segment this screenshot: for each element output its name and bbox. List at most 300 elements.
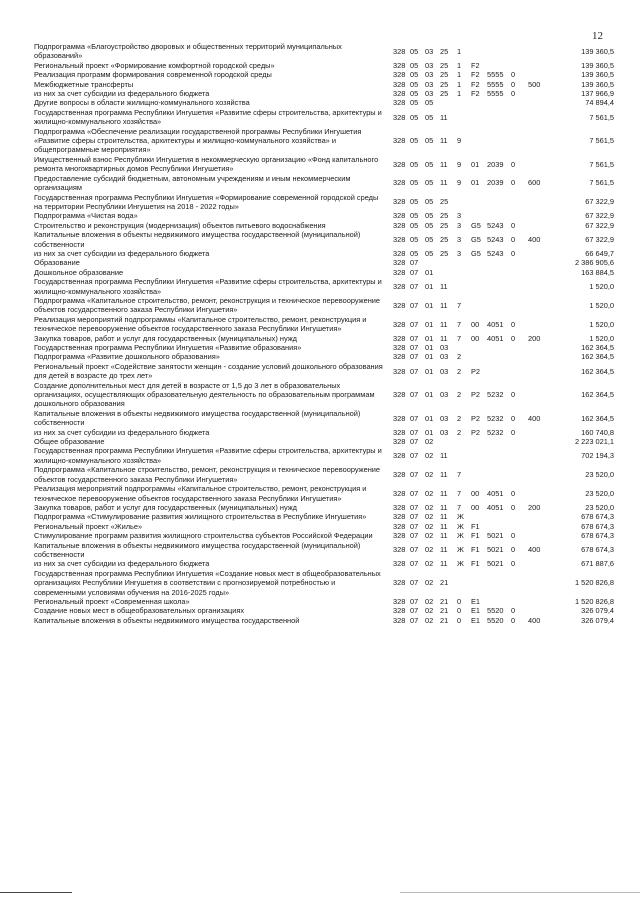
row-code: 07 bbox=[410, 615, 419, 625]
table-row bbox=[0, 249, 640, 258]
row-code: 07 bbox=[410, 488, 419, 498]
row-code: 25 bbox=[440, 197, 449, 207]
row-code: 0 bbox=[511, 531, 516, 541]
row-code: 07 bbox=[410, 531, 419, 541]
row-code: 11 bbox=[440, 512, 448, 522]
row-code: 02 bbox=[425, 470, 434, 480]
row-code: P2 bbox=[471, 413, 481, 423]
row-amount: 7 561,5 bbox=[589, 135, 614, 145]
row-amount: 67 322,9 bbox=[585, 211, 614, 221]
row-amount: 162 364,5 bbox=[581, 389, 614, 399]
row-code: 07 bbox=[410, 343, 419, 352]
row-code: 00 bbox=[471, 502, 480, 512]
row-code: 5021 bbox=[487, 531, 504, 541]
row-code: 3 bbox=[457, 248, 462, 258]
row-name: Капитальные вложения в объекты недвижимого имущества государственной (муниципальной) собственности bbox=[34, 230, 361, 249]
row-name: Капитальные вложения в объекты недвижимого имущества государственной (муниципальной) собственности bbox=[34, 408, 361, 428]
row-code: 03 bbox=[440, 413, 449, 423]
row-amount: 163 884,5 bbox=[581, 267, 614, 277]
row-code: 07 bbox=[410, 559, 419, 569]
row-code: 7 bbox=[457, 300, 462, 310]
table-row bbox=[0, 42, 640, 61]
row-code: 11 bbox=[440, 470, 448, 480]
row-name: из них за счет субсидии из федерального бюджета bbox=[34, 248, 210, 258]
row-code: 25 bbox=[440, 248, 449, 258]
row-code: 328 bbox=[393, 135, 406, 145]
row-amount: 1 520 826,8 bbox=[574, 596, 614, 606]
row-name: Подпрограмма «Капитальное строительство, ремонт, реконструкция и техническое перевооружение объектов государственного заказа Республики Ингушетия» bbox=[34, 295, 381, 315]
row-code: G5 bbox=[471, 248, 481, 258]
row-code: 01 bbox=[425, 343, 434, 352]
row-amount: 678 674,3 bbox=[581, 512, 614, 522]
row-code: 21 bbox=[440, 615, 449, 625]
row-name: Государственная программа Республики Ингушетия «Развитие сферы строительства, архитектуры и жилищно-коммунального хозяйства» bbox=[34, 446, 382, 465]
row-code: 05 bbox=[410, 220, 419, 230]
row-code: 4051 bbox=[487, 319, 504, 329]
table-row bbox=[0, 446, 640, 465]
row-code: 5243 bbox=[487, 234, 504, 244]
row-code: 11 bbox=[440, 559, 448, 569]
row-code: 328 bbox=[393, 531, 406, 541]
row-code: 02 bbox=[425, 606, 434, 616]
row-code: 328 bbox=[393, 70, 406, 80]
row-name: Общее образование bbox=[34, 437, 105, 447]
row-amount: 67 322,9 bbox=[585, 197, 614, 207]
row-amount: 23 520,0 bbox=[585, 502, 614, 512]
row-code: 200 bbox=[528, 502, 541, 512]
row-name: Государственная программа Республики Ингушетия «Формирование современной городской среды на территории Республики Ингушетия на 2018 - 2022 годы» bbox=[34, 192, 379, 211]
row-amount: 74 894,4 bbox=[585, 98, 614, 108]
row-code: 05 bbox=[425, 178, 434, 188]
row-code: 5555 bbox=[487, 79, 504, 89]
row-code: 11 bbox=[440, 135, 448, 145]
row-code: 03 bbox=[440, 352, 449, 362]
table-row bbox=[0, 155, 640, 174]
row-code: 02 bbox=[425, 545, 434, 555]
row-code: 0 bbox=[511, 89, 516, 99]
row-code: 328 bbox=[393, 389, 406, 399]
row-code: 3 bbox=[457, 220, 462, 230]
row-name: Имущественный взнос Республики Ингушетия в некоммерческую организацию «Фонд капитального ремонта многоквартирных домов Республики Ингушетия» bbox=[34, 154, 379, 174]
row-code: E1 bbox=[471, 615, 481, 625]
row-amount: 7 561,5 bbox=[589, 112, 614, 122]
row-code: 328 bbox=[393, 79, 406, 89]
row-code: 11 bbox=[440, 521, 448, 531]
row-code: 01 bbox=[425, 300, 434, 310]
row-code: F1 bbox=[471, 559, 480, 569]
row-code: 9 bbox=[457, 135, 462, 145]
row-code: 07 bbox=[410, 451, 419, 461]
row-code: 07 bbox=[410, 333, 419, 343]
row-code: 05 bbox=[425, 159, 434, 169]
row-amount: 671 887,6 bbox=[581, 559, 614, 569]
row-code: 01 bbox=[425, 389, 434, 399]
row-code: 03 bbox=[440, 389, 449, 399]
row-name: Образование bbox=[34, 258, 80, 268]
table-row bbox=[0, 127, 640, 155]
row-code: 07 bbox=[410, 545, 419, 555]
row-amount: 7 561,5 bbox=[589, 178, 614, 188]
table-row bbox=[0, 334, 640, 343]
row-code: 2 bbox=[457, 389, 462, 399]
table-row bbox=[0, 221, 640, 230]
row-code: 11 bbox=[440, 159, 448, 169]
row-code: 03 bbox=[440, 427, 449, 437]
row-code: 5021 bbox=[487, 545, 504, 555]
row-code: 328 bbox=[393, 197, 406, 207]
row-code: 5555 bbox=[487, 70, 504, 80]
row-code: 07 bbox=[410, 258, 419, 268]
row-code: 05 bbox=[410, 248, 419, 258]
row-amount: 162 364,5 bbox=[581, 413, 614, 423]
row-code: 5232 bbox=[487, 389, 504, 399]
row-code: 7 bbox=[457, 319, 462, 329]
row-code: 2 bbox=[457, 427, 462, 437]
row-code: 02 bbox=[425, 512, 434, 522]
row-code: 7 bbox=[457, 333, 462, 343]
row-code: 03 bbox=[425, 70, 434, 80]
row-code: E1 bbox=[471, 606, 481, 616]
table-row bbox=[0, 230, 640, 249]
row-code: 01 bbox=[471, 159, 480, 169]
row-code: 328 bbox=[393, 451, 406, 461]
row-code: F1 bbox=[471, 531, 480, 541]
row-code: 05 bbox=[425, 112, 434, 122]
row-code: 11 bbox=[440, 281, 448, 291]
row-name: Предоставление субсидий бюджетным, автономным учреждениям и иным некоммерческим организациям bbox=[34, 173, 351, 193]
row-code: 0 bbox=[511, 488, 516, 498]
row-code: 05 bbox=[425, 248, 434, 258]
row-code: 05 bbox=[410, 60, 419, 70]
table-row bbox=[0, 296, 640, 315]
table-row bbox=[0, 362, 640, 381]
row-code: 05 bbox=[410, 112, 419, 122]
row-code: 25 bbox=[440, 70, 449, 80]
row-code: 200 bbox=[528, 333, 541, 343]
row-code: 25 bbox=[440, 89, 449, 99]
row-code: 5232 bbox=[487, 427, 504, 437]
row-code: 7 bbox=[457, 488, 462, 498]
row-amount: 67 322,9 bbox=[585, 220, 614, 230]
row-code: 328 bbox=[393, 521, 406, 531]
row-code: 05 bbox=[410, 211, 419, 221]
row-amount: 139 360,5 bbox=[581, 79, 614, 89]
table-row bbox=[0, 315, 640, 334]
table-row bbox=[0, 541, 640, 560]
row-code: 0 bbox=[511, 502, 516, 512]
row-code: 0 bbox=[511, 389, 516, 399]
row-code: 25 bbox=[440, 79, 449, 89]
row-code: 4051 bbox=[487, 333, 504, 343]
row-name: Государственная программа Республики Ингушетия «Развитие сферы строительства, архитектуры и жилищно-коммунального хозяйства» bbox=[34, 277, 382, 296]
row-code: 01 bbox=[425, 413, 434, 423]
row-code: 5243 bbox=[487, 220, 504, 230]
row-code: 1 bbox=[457, 46, 462, 56]
table-row bbox=[0, 437, 640, 446]
row-code: 07 bbox=[410, 319, 419, 329]
row-code: 328 bbox=[393, 343, 406, 352]
row-code: Ж bbox=[457, 521, 464, 531]
row-code: 600 bbox=[528, 178, 541, 188]
row-code: 01 bbox=[425, 319, 434, 329]
row-code: P2 bbox=[471, 366, 481, 376]
row-code: 01 bbox=[425, 281, 434, 291]
row-code: 0 bbox=[511, 159, 516, 169]
budget-table bbox=[0, 42, 640, 625]
row-code: F1 bbox=[471, 545, 480, 555]
row-name: Региональный проект «Содействие занятости женщин - создание условий дошкольного образования для детей в возрасте до трех лет» bbox=[34, 361, 383, 381]
row-code: 328 bbox=[393, 60, 406, 70]
row-code: E1 bbox=[471, 596, 481, 606]
row-amount: 160 740,8 bbox=[581, 427, 614, 437]
row-name: Другие вопросы в области жилищно-коммунального хозяйства bbox=[34, 98, 250, 108]
row-code: 0 bbox=[511, 606, 516, 616]
row-amount: 162 364,5 bbox=[581, 352, 614, 362]
row-code: 2039 bbox=[487, 178, 504, 188]
row-code: 328 bbox=[393, 159, 406, 169]
row-code: 400 bbox=[528, 615, 541, 625]
row-code: 02 bbox=[425, 451, 434, 461]
row-code: 25 bbox=[440, 234, 449, 244]
row-code: 05 bbox=[410, 70, 419, 80]
row-name: Подпрограмма «Стимулирование развития жилищного строительства в Республике Ингушетия» bbox=[34, 512, 367, 522]
row-code: F1 bbox=[471, 521, 480, 531]
row-code: 07 bbox=[410, 389, 419, 399]
row-code: 328 bbox=[393, 512, 406, 522]
table-row bbox=[0, 258, 640, 267]
row-code: 07 bbox=[410, 427, 419, 437]
row-code: 5520 bbox=[487, 606, 504, 616]
row-code: 328 bbox=[393, 300, 406, 310]
row-amount: 139 360,5 bbox=[581, 70, 614, 80]
row-code: 02 bbox=[425, 437, 434, 447]
row-code: 328 bbox=[393, 366, 406, 376]
row-code: 328 bbox=[393, 333, 406, 343]
row-code: 9 bbox=[457, 178, 462, 188]
row-code: 05 bbox=[410, 46, 419, 56]
row-code: 0 bbox=[511, 559, 516, 569]
row-code: 00 bbox=[471, 488, 480, 498]
row-name: Межбюджетные трансферты bbox=[34, 79, 134, 89]
row-code: G5 bbox=[471, 220, 481, 230]
row-code: 02 bbox=[425, 521, 434, 531]
row-code: 07 bbox=[410, 267, 419, 277]
row-code: 05 bbox=[410, 89, 419, 99]
row-code: 0 bbox=[511, 79, 516, 89]
row-code: P2 bbox=[471, 427, 481, 437]
table-row bbox=[0, 531, 640, 540]
row-code: 7 bbox=[457, 502, 462, 512]
row-code: Ж bbox=[457, 512, 464, 522]
row-code: 0 bbox=[511, 333, 516, 343]
row-code: 21 bbox=[440, 596, 449, 606]
table-row bbox=[0, 80, 640, 89]
row-name: Стимулирование программ развития жилищного строительства субъектов Российской Федерации bbox=[34, 531, 373, 541]
row-code: 328 bbox=[393, 319, 406, 329]
row-amount: 23 520,0 bbox=[585, 470, 614, 480]
row-code: 5232 bbox=[487, 413, 504, 423]
row-amount: 2 386 905,6 bbox=[574, 258, 614, 268]
row-code: 05 bbox=[410, 135, 419, 145]
row-code: 11 bbox=[440, 531, 448, 541]
table-row bbox=[0, 597, 640, 606]
row-name: Реализация мероприятий подпрограммы «Капитальное строительство, ремонт, реконструкция и техническое перевооружение объектов государственного заказа Республики Ингушетия» bbox=[34, 314, 367, 334]
row-name: Создание новых мест в общеобразовательных организациях bbox=[34, 606, 245, 616]
row-name: Закупка товаров, работ и услуг для государственных (муниципальных) нужд bbox=[34, 502, 297, 512]
footer-rule-right bbox=[400, 892, 640, 893]
row-name: Реализация программ формирования современной городской среды bbox=[34, 70, 272, 80]
row-code: 07 bbox=[410, 521, 419, 531]
row-code: 03 bbox=[425, 79, 434, 89]
row-code: 328 bbox=[393, 502, 406, 512]
row-name: Строительство и реконструкция (модернизация) объектов питьевого водоснабжения bbox=[34, 220, 326, 230]
row-code: F2 bbox=[471, 79, 480, 89]
table-row bbox=[0, 352, 640, 361]
row-code: F2 bbox=[471, 89, 480, 99]
row-amount: 1 520,0 bbox=[589, 300, 614, 310]
row-code: 3 bbox=[457, 234, 462, 244]
row-code: 328 bbox=[393, 470, 406, 480]
table-row bbox=[0, 606, 640, 615]
row-code: 05 bbox=[410, 234, 419, 244]
row-code: 1 bbox=[457, 60, 462, 70]
row-code: 11 bbox=[440, 502, 448, 512]
row-code: 05 bbox=[425, 220, 434, 230]
row-code: 07 bbox=[410, 596, 419, 606]
row-code: 0 bbox=[457, 606, 462, 616]
row-code: 0 bbox=[511, 220, 516, 230]
row-code: 00 bbox=[471, 319, 480, 329]
row-code: 5520 bbox=[487, 615, 504, 625]
row-code: 0 bbox=[511, 70, 516, 80]
row-code: 01 bbox=[471, 178, 480, 188]
row-code: 1 bbox=[457, 79, 462, 89]
row-code: 328 bbox=[393, 267, 406, 277]
row-code: 07 bbox=[410, 437, 419, 447]
row-name: Реализация мероприятий подпрограммы «Капитальное строительство, ремонт, реконструкция и техническое перевооружение объектов государственного заказа Республики Ингушетия» bbox=[34, 484, 367, 503]
row-name: Региональный проект «Формирование комфортной городской среды» bbox=[34, 60, 275, 70]
row-code: 4051 bbox=[487, 502, 504, 512]
row-name: Подпрограмма «Развитие дошкольного образования» bbox=[34, 352, 220, 362]
row-code: 11 bbox=[440, 451, 448, 461]
row-name: Государственная программа Республики Ингушетия «Развитие образования» bbox=[34, 343, 302, 352]
row-code: 05 bbox=[410, 197, 419, 207]
row-code: 0 bbox=[511, 319, 516, 329]
row-amount: 1 520 826,8 bbox=[574, 578, 614, 588]
row-code: 07 bbox=[410, 502, 419, 512]
row-code: 328 bbox=[393, 258, 406, 268]
row-code: 11 bbox=[440, 488, 448, 498]
row-code: 0 bbox=[457, 615, 462, 625]
row-code: 00 bbox=[471, 333, 480, 343]
table-row bbox=[0, 381, 640, 409]
row-code: Ж bbox=[457, 545, 464, 555]
row-code: 328 bbox=[393, 488, 406, 498]
row-code: 01 bbox=[425, 352, 434, 362]
row-amount: 23 520,0 bbox=[585, 488, 614, 498]
row-code: 05 bbox=[425, 135, 434, 145]
row-code: 328 bbox=[393, 220, 406, 230]
row-amount: 139 360,5 bbox=[581, 46, 614, 56]
row-code: 328 bbox=[393, 178, 406, 188]
row-code: 328 bbox=[393, 413, 406, 423]
row-code: 02 bbox=[425, 502, 434, 512]
row-name: Дошкольное образование bbox=[34, 267, 124, 277]
row-code: 01 bbox=[425, 427, 434, 437]
row-code: 07 bbox=[410, 281, 419, 291]
row-code: 02 bbox=[425, 578, 434, 588]
row-code: 11 bbox=[440, 112, 448, 122]
row-code: 11 bbox=[440, 319, 448, 329]
row-code: G5 bbox=[471, 234, 481, 244]
row-code: 328 bbox=[393, 234, 406, 244]
row-code: 0 bbox=[511, 615, 516, 625]
page-number: 12 bbox=[592, 30, 603, 42]
table-row bbox=[0, 211, 640, 220]
row-code: 400 bbox=[528, 234, 541, 244]
row-name: Подпрограмма «Чистая вода» bbox=[34, 211, 138, 221]
row-amount: 2 223 021,1 bbox=[574, 437, 614, 447]
row-code: 03 bbox=[440, 366, 449, 376]
row-amount: 678 674,3 bbox=[581, 531, 614, 541]
row-code: 05 bbox=[425, 197, 434, 207]
row-code: 01 bbox=[425, 333, 434, 343]
row-code: 03 bbox=[440, 343, 449, 352]
row-code: 07 bbox=[410, 606, 419, 616]
row-name: Подпрограмма «Капитальное строительство, ремонт, реконструкция и техническое перевооружение объектов государственного заказа Республики Ингушетия» bbox=[34, 465, 381, 484]
table-row bbox=[0, 465, 640, 484]
row-code: 2 bbox=[457, 366, 462, 376]
row-code: 2 bbox=[457, 352, 462, 362]
table-row bbox=[0, 484, 640, 503]
row-amount: 326 079,4 bbox=[581, 615, 614, 625]
row-code: 02 bbox=[425, 488, 434, 498]
table-row bbox=[0, 61, 640, 70]
row-code: 05 bbox=[410, 79, 419, 89]
row-code: 400 bbox=[528, 413, 541, 423]
row-code: 01 bbox=[425, 366, 434, 376]
row-code: F2 bbox=[471, 60, 480, 70]
table-row bbox=[0, 343, 640, 352]
row-code: 11 bbox=[440, 333, 448, 343]
row-amount: 678 674,3 bbox=[581, 545, 614, 555]
row-code: 5243 bbox=[487, 248, 504, 258]
row-code: 07 bbox=[410, 578, 419, 588]
row-amount: 66 649,7 bbox=[585, 248, 614, 258]
row-code: 25 bbox=[440, 60, 449, 70]
row-code: 11 bbox=[440, 178, 448, 188]
row-name: Создание дополнительных мест для детей в возрасте от 1,5 до 3 лет в образовательных организациях, осуществляющих образовательную деятельность по образовательным программам дошкольного образования bbox=[34, 380, 375, 409]
table-row bbox=[0, 569, 640, 597]
row-code: 02 bbox=[425, 559, 434, 569]
row-code: P2 bbox=[471, 389, 481, 399]
row-code: 4051 bbox=[487, 488, 504, 498]
row-code: 02 bbox=[425, 596, 434, 606]
row-code: 328 bbox=[393, 89, 406, 99]
row-name: из них за счет субсидии из федерального бюджета bbox=[34, 89, 210, 99]
row-code: 0 bbox=[511, 248, 516, 258]
row-code: 5555 bbox=[487, 89, 504, 99]
row-code: 0 bbox=[511, 413, 516, 423]
row-code: 7 bbox=[457, 470, 462, 480]
row-code: 21 bbox=[440, 606, 449, 616]
row-code: 328 bbox=[393, 578, 406, 588]
row-code: 07 bbox=[410, 300, 419, 310]
table-row bbox=[0, 98, 640, 107]
row-amount: 678 674,3 bbox=[581, 521, 614, 531]
table-row bbox=[0, 559, 640, 568]
row-amount: 1 520,0 bbox=[589, 319, 614, 329]
